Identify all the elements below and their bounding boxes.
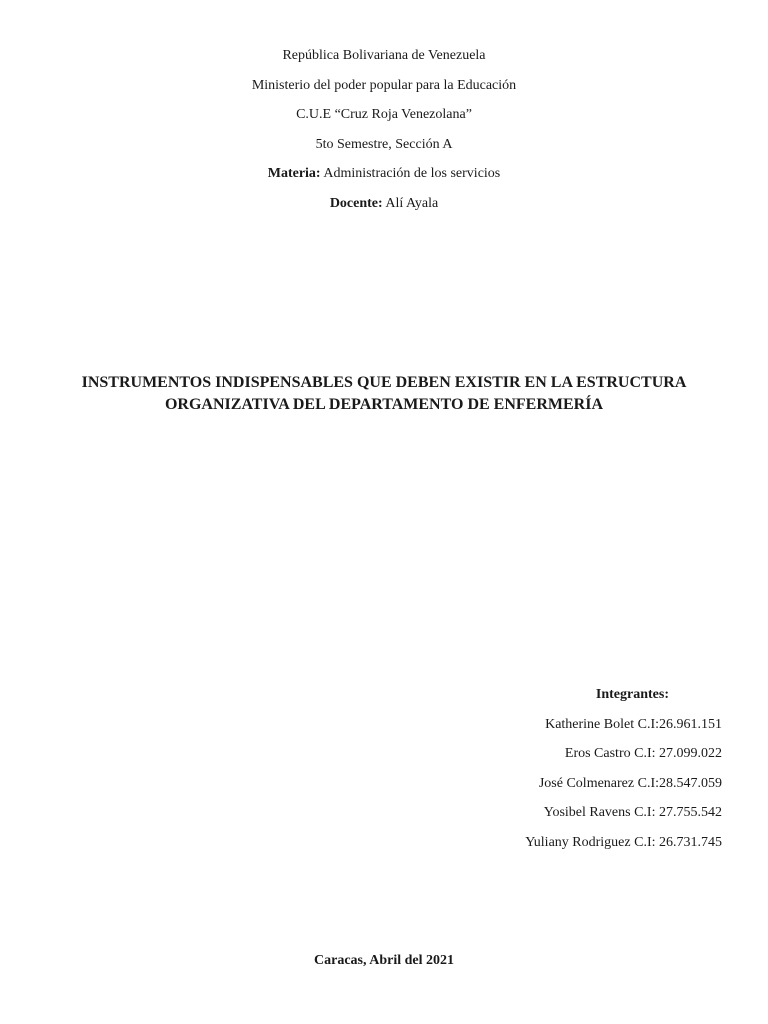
materia-value: Administración de los servicios (323, 166, 501, 182)
members-section (422, 684, 722, 862)
docente-label: Docente: (329, 195, 383, 211)
member-item: Eros Castro C.I: 27.099.022 (564, 746, 722, 762)
header-school: C.U.E “Cruz Roja Venezolana” (296, 107, 472, 123)
materia-label: Materia: (267, 166, 321, 182)
header-country: República Bolivariana de Venezuela (282, 48, 486, 63)
member-item: Yosibel Ravens C.I: 27.755.542 (543, 805, 722, 821)
document-title (40, 372, 728, 416)
place-date: Caracas, Abril del 2021 (314, 953, 454, 968)
header-docente (0, 193, 768, 223)
header-materia (0, 163, 768, 193)
member-item: Katherine Bolet C.I:26.961.151 (545, 716, 722, 732)
title-line-2: ORGANIZATIVA DEL DEPARTAMENTO DE ENFERMERÍA (164, 396, 603, 413)
member-item: José Colmenarez C.I:28.547.059 (538, 775, 722, 791)
title-line-1: INSTRUMENTOS INDISPENSABLES QUE DEBEN EXISTIR EN LA ESTRUCTURA (81, 374, 687, 391)
docente-value: Alí Ayala (385, 195, 439, 211)
institution-header (0, 45, 768, 223)
header-ministry: Ministerio del poder popular para la Educación (251, 77, 517, 93)
member-item: Yuliany Rodriguez C.I: 26.731.745 (525, 834, 722, 850)
header-semester: 5to Semestre, Sección A (315, 136, 453, 152)
members-heading: Integrantes: (595, 687, 669, 702)
